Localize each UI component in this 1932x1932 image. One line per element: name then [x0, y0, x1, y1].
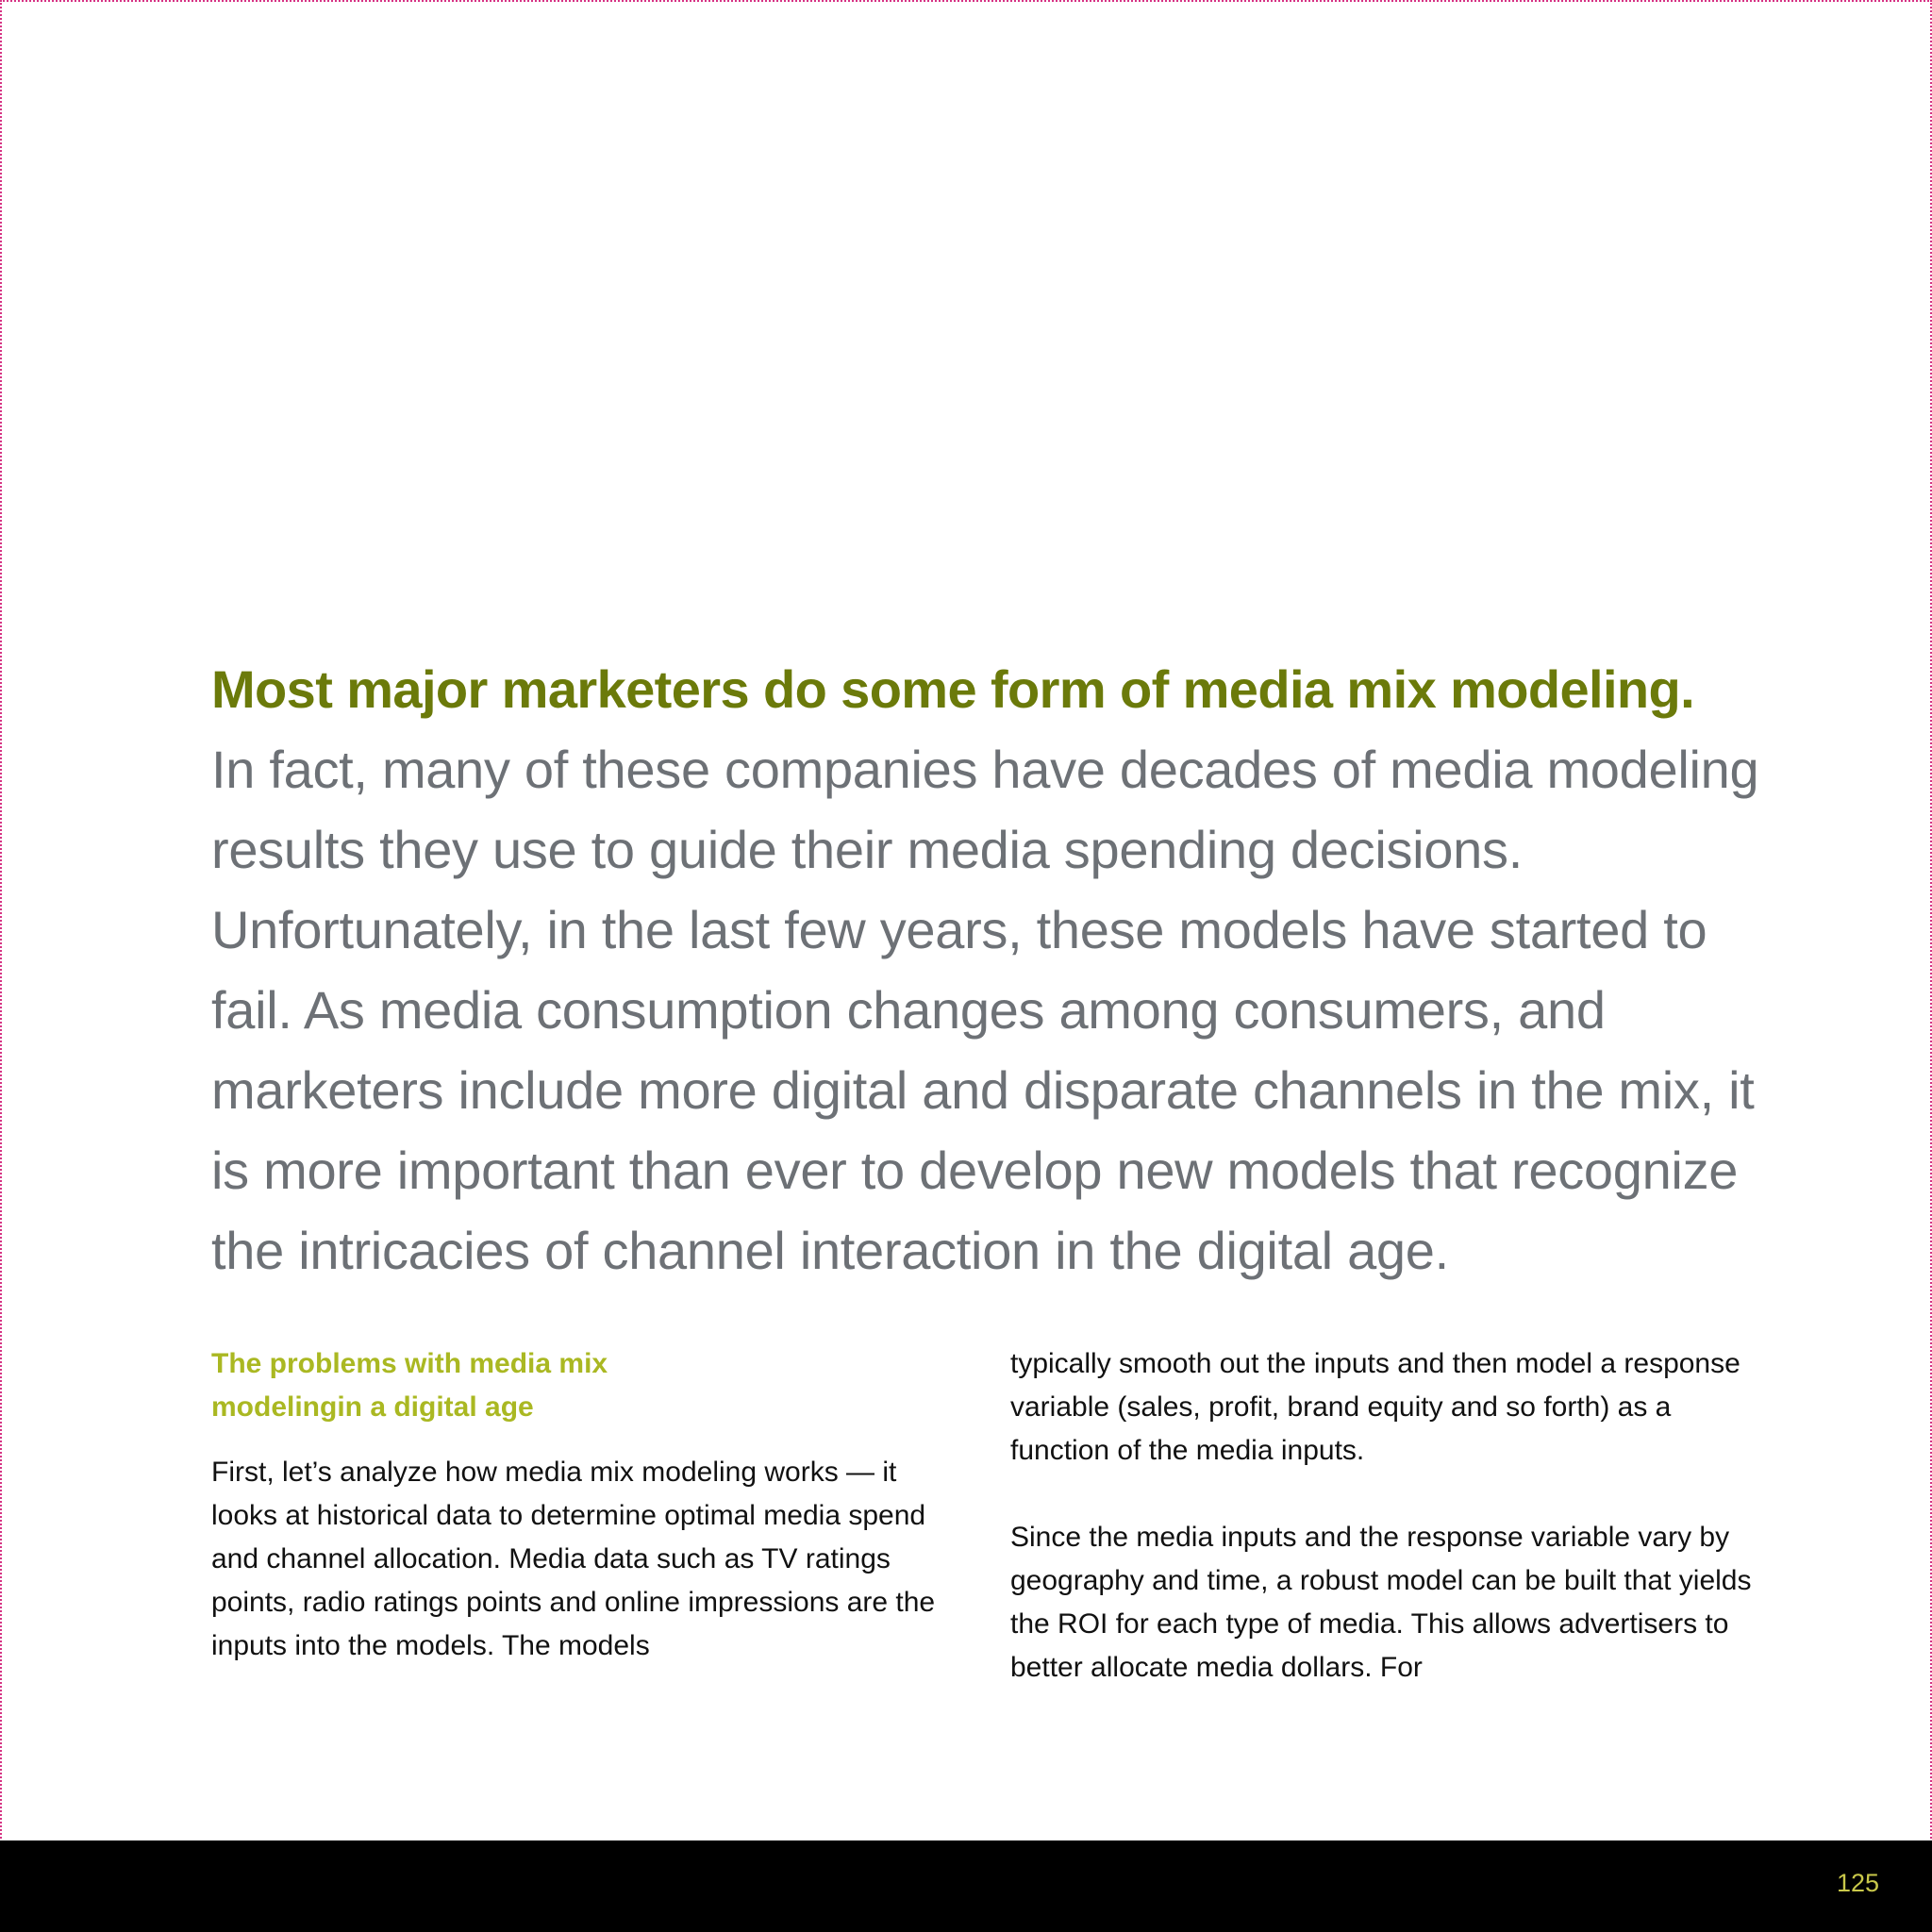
- right-paragraph-1: typically smooth out the inputs and then model a response variable (sales, profit, brand equity and so forth) as a function of the media inputs.: [1010, 1348, 1740, 1466]
- section-heading: [211, 1342, 957, 1429]
- intro-lead: Most major marketers do some form of media mix modeling.: [211, 659, 1695, 719]
- left-column: [211, 1342, 957, 1668]
- page-number: 125: [1836, 1869, 1879, 1897]
- right-column: [1010, 1342, 1765, 1690]
- section-heading-line1: The problems with media mix: [211, 1348, 608, 1379]
- intro-block: [211, 649, 1768, 1291]
- footer-bar: [0, 1840, 1932, 1932]
- intro-body: In fact, many of these companies have decades of media modeling results they use to guide their media spending decisions. Unfortunately, in the last few years, these models have started to fail. As media consumption changes among consumers, and marketers include more digital and disparate channels in the mix, it is more important than ever to develop new models that recognize the intricacies of channel interaction in the digital age.: [211, 740, 1759, 1280]
- section-heading-line2: modelingin a digital age: [211, 1391, 534, 1423]
- right-paragraph-2: Since the media inputs and the response variable vary by geography and time, a robust model can be built that yields the ROI for each type of media. This allows advertisers to better allocate media dollars. For: [1010, 1522, 1752, 1683]
- left-paragraph: First, let’s analyze how media mix modeling works — it looks at historical data to determine optimal media spend and channel allocation. Media data such as TV ratings points, radio ratings points and online impressions are the inputs into the models. The models: [211, 1457, 936, 1661]
